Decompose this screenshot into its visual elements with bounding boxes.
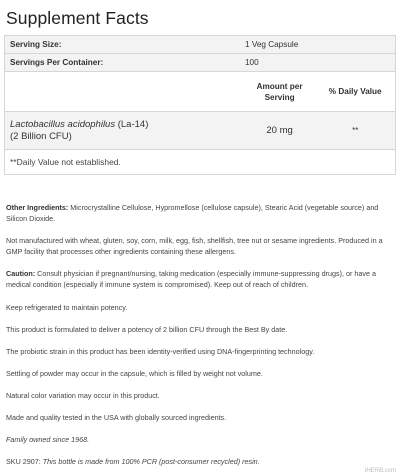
footnote-row [5,150,395,174]
servings-per-container-label: Servings Per Container: [10,58,104,67]
sku-label: SKU 2907: [6,457,41,466]
color-paragraph: Natural color variation may occur in this product. [6,391,160,400]
amount-header-line1: Amount per [256,81,303,91]
sku-paragraph [6,457,394,468]
ingredient-daily-value: ** [352,126,359,135]
caution-paragraph [6,269,394,290]
daily-value-header: % Daily Value [328,87,382,96]
footnote-text: **Daily Value not established. [10,157,121,167]
serving-size-row [5,36,395,54]
potency-paragraph: This product is formulated to deliver a potency of 2 billion CFU through the Best By date. [6,325,288,334]
other-ingredients-label: Other Ingredients: [6,203,69,212]
made-in-usa-paragraph: Made and quality tested in the USA with globally sourced ingredients. [6,413,227,422]
other-ingredients-paragraph [6,203,394,224]
ingredient-amount: 20 mg [266,125,293,136]
supplement-facts-table [4,35,396,175]
serving-size-label: Serving Size: [10,40,62,49]
sku-text: This bottle is made from 100% PCR (post-consumer recycled) resin. [40,457,260,466]
allergens-paragraph: Not manufactured with wheat, gluten, soy, corn, milk, egg, fish, shellfish, tree nut or sesame ingredients. Produced in a GMP facility that processes other ingredients containing these allergens. [6,236,383,256]
ingredient-name-italic: Lactobacillus acidophilus [10,118,116,130]
caution-text: Consult physician if pregnant/nursing, taking medication (especially immune-suppressing drugs), or have a medical condition (especially if immune system is compromised). Keep out of reach of children. [6,269,376,289]
storage-paragraph: Keep refrigerated to maintain potency. [6,303,128,312]
family-owned-paragraph: Family owned since 1968. [6,435,90,444]
ingredient-row [5,112,395,150]
watermark: IHERB.com [364,468,396,474]
amount-per-serving-header [244,81,316,103]
caution-label: Caution: [6,269,36,278]
servings-per-container-value: 100 [245,58,259,67]
page-title: Supplement Facts [6,8,149,28]
servings-per-container-row [5,54,395,72]
ingredient-name-suffix: (La-14) [115,118,149,130]
settling-paragraph: Settling of powder may occur in the capsule, which is filled by weight not volume. [6,369,263,378]
ingredient-name [5,119,244,143]
serving-size-value: 1 Veg Capsule [245,40,299,49]
ingredient-detail: (2 Billion CFU) [10,130,72,142]
other-ingredients-text: Microcrystalline Cellulose, Hypromellose (cellulose capsule), Stearic Acid (vegetable source) and Silicon Dioxide. [6,203,379,223]
amount-header-line2: Serving [264,92,295,102]
column-header-row [5,72,395,112]
strain-paragraph: The probiotic strain in this product has been identity-verified using DNA-fingerprinting technology. [6,347,315,356]
